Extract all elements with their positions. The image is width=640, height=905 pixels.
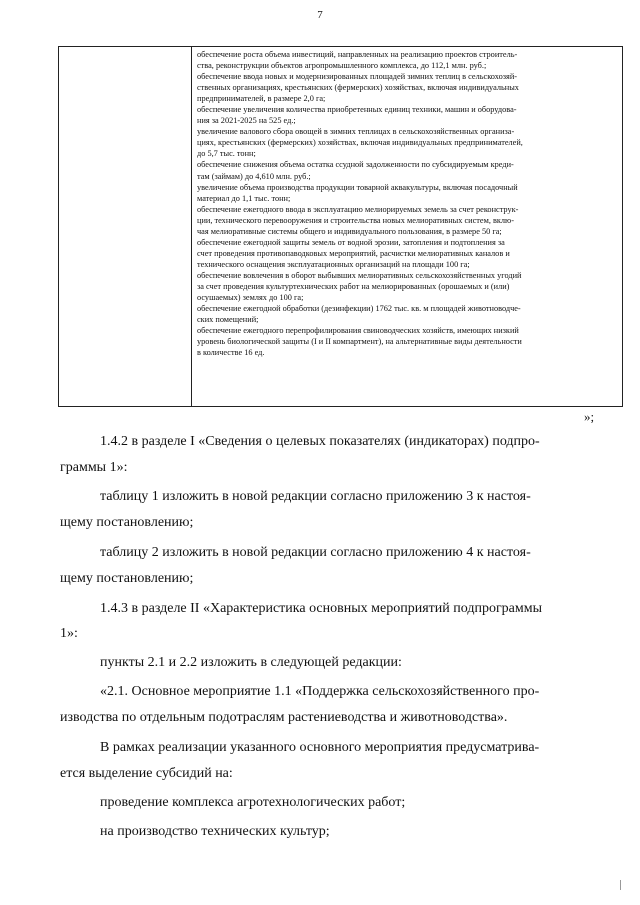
table-right-cell xyxy=(197,49,620,358)
table-line: ственных организациях, крестьянских (фермерских) хозяйствах, включая индивидуальных xyxy=(197,83,519,93)
paragraph-line: ется выделение субсидий на: xyxy=(60,766,233,781)
table-line: обеспечение ежегодного перепрофилирования свиноводческих хозяйств, имеющих низкий xyxy=(197,326,519,336)
table-line: уровень биологической защиты (I и II компартмент), на альтернативные виды деятельности xyxy=(197,337,522,347)
paragraph-line: 1.4.3 в разделе II «Характеристика основных мероприятий подпрограммы xyxy=(100,601,543,616)
table-line: до 5,7 тыс. тонн; xyxy=(197,149,256,159)
table-line: там (займам) до 4,610 млн. руб.; xyxy=(197,171,311,181)
paragraph-line: В рамках реализации указанного основного мероприятия предусматрива- xyxy=(100,740,540,755)
table-line: за счет проведения культуртехнических работ на мелиорированных (орошаемых и (или) xyxy=(197,281,510,291)
paragraph-line: изводства по отдельным подотраслям растениеводства и животноводства». xyxy=(60,710,508,725)
paragraph-line: щему постановлению; xyxy=(60,571,194,586)
paragraph-line: пункты 2.1 и 2.2 изложить в следующей редакции: xyxy=(100,655,402,670)
table-line: ских помещений; xyxy=(197,315,259,325)
table-line: осушаемых) землях до 100 га; xyxy=(197,293,304,303)
page-number: 7 xyxy=(317,9,323,21)
table-line: ния за 2021-2025 на 525 ед.; xyxy=(197,116,296,126)
paragraph-line: проведение комплекса агротехнологических работ; xyxy=(100,795,406,810)
paragraph-line: «2.1. Основное мероприятие 1.1 «Поддержка сельскохозяйственного про- xyxy=(100,684,540,699)
table-line: обеспечение увеличения количества приобретенных единиц техники, машин и оборудова- xyxy=(197,105,517,115)
paragraph-line: 1.4.2 в разделе I «Сведения о целевых показателях (индикаторах) подпро- xyxy=(100,434,540,449)
table-line: обеспечение ежегодного ввода в эксплуатацию мелиорируемых земель за счет реконструк- xyxy=(197,204,519,214)
table-line: ства, реконструкции объектов агропромышленного комплекса, до 112,1 млн. руб.; xyxy=(197,61,487,71)
table-line: обеспечение снижения объема остатка ссудной задолженности по субсидируемым креди- xyxy=(197,160,514,170)
closing-quote: »; xyxy=(584,409,595,424)
table-line: обеспечение ежегодной защиты земель от водной эрозии, затопления и подтопления за xyxy=(197,237,505,247)
table-line: материал до 1,1 тыс. тонн; xyxy=(197,193,291,203)
indicators-table xyxy=(58,46,623,407)
table-line: обеспечение ежегодной обработки (дезинфекции) 1762 тыс. кв. м площадей животноводче- xyxy=(197,304,521,314)
scan-mark xyxy=(620,880,621,890)
paragraph-line: щему постановлению; xyxy=(60,515,194,530)
paragraph-line: таблицу 2 изложить в новой редакции согласно приложению 4 к настоя- xyxy=(100,545,531,560)
table-line: обеспечение вовлечения в оборот выбывших мелиоративных сельскохозяйственных угодий xyxy=(197,270,522,280)
paragraph-line: на производство технических культур; xyxy=(100,824,330,839)
table-line: счет проведения противопаводковых мероприятий, расчистки мелиоративных каналов и xyxy=(197,248,510,258)
paragraph-line: 1»: xyxy=(60,626,78,641)
table-line: обеспечение ввода новых и модернизированных площадей зимних теплиц в сельскохозяй- xyxy=(197,72,518,82)
paragraph-line: таблицу 1 изложить в новой редакции согласно приложению 3 к настоя- xyxy=(100,489,531,504)
table-line: увеличение валового сбора овощей в зимних теплицах в сельскохозяйственных организа- xyxy=(197,127,515,137)
paragraph-line: граммы 1»: xyxy=(60,460,128,475)
table-line: увеличение объема производства продукции товарной аквакультуры, включая посадочный xyxy=(197,182,518,192)
table-line: в количестве 16 ед. xyxy=(197,348,265,358)
table-column-divider xyxy=(191,47,192,406)
table-line: технического оснащения эксплуатационных организаций на площади 100 га; xyxy=(197,259,470,269)
table-line: чая мелиоративные системы общего и индивидуального пользования, в размере 50 га; xyxy=(197,226,502,236)
table-line: предпринимателей, в размере 2,0 га; xyxy=(197,94,326,104)
table-line: обеспечение роста объема инвестиций, направленных на реализацию проектов строитель- xyxy=(197,50,518,59)
table-line: циях, крестьянских (фермерских) хозяйствах, включая индивидуальных предпринимателей, xyxy=(197,138,523,148)
table-line: ции, технического перевооружения и строительства новых мелиоративных систем, вклю- xyxy=(197,215,515,225)
